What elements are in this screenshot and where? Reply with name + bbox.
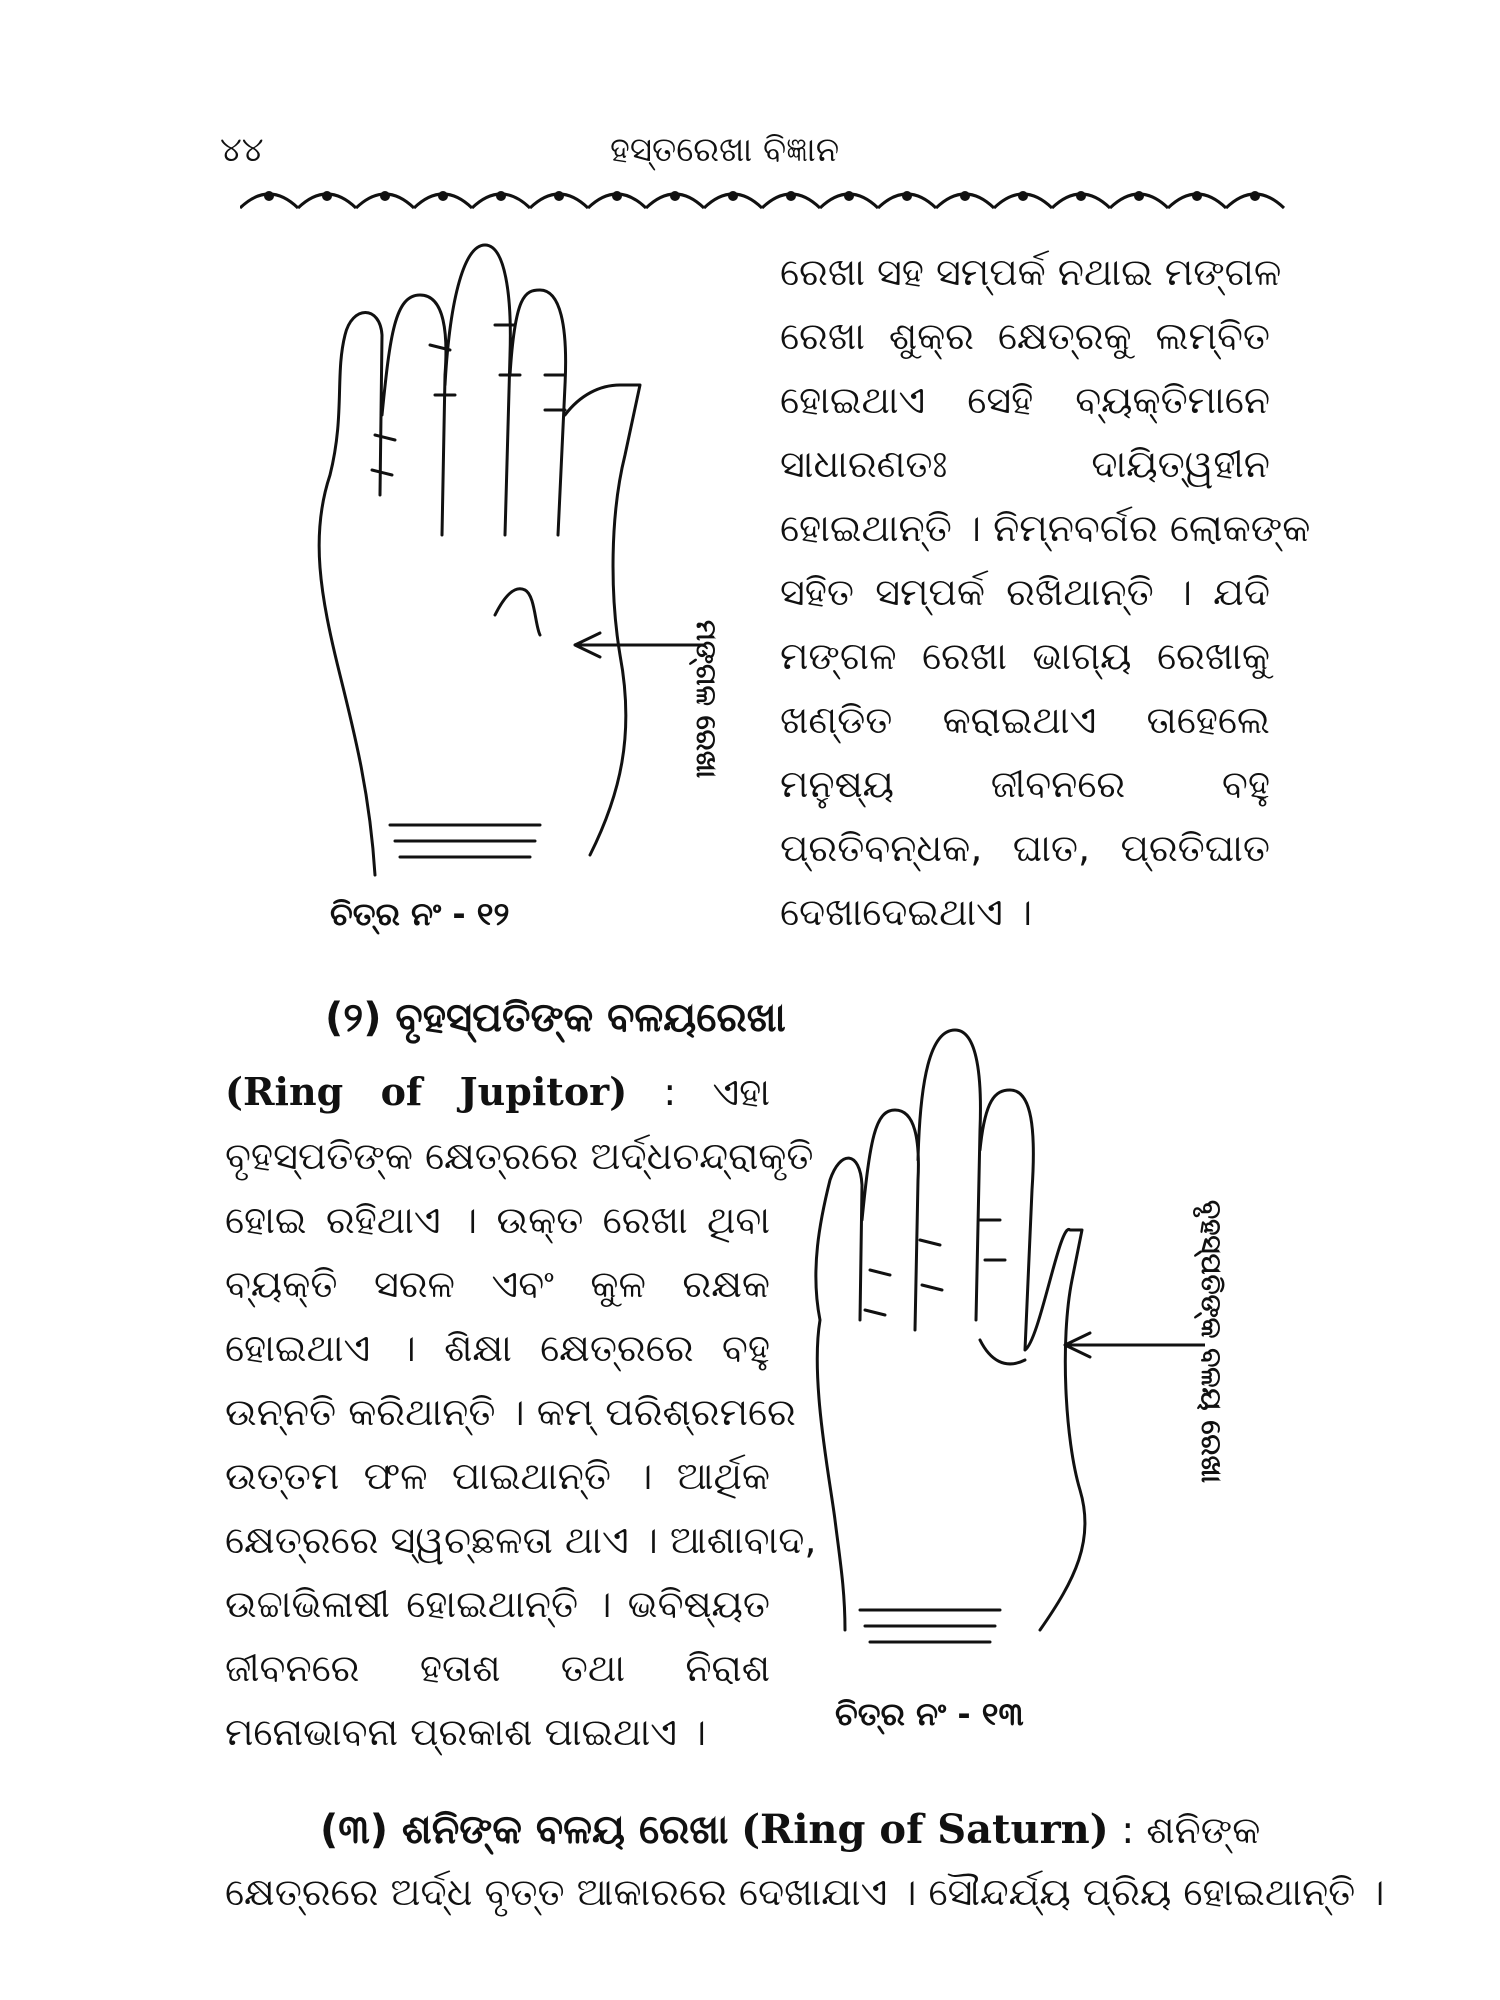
arrow-fig-13	[1045, 1325, 1205, 1365]
section-3-body: କ୍ଷେତ୍ରରେ ଅର୍ଦ୍ଧ ବୃତ୍ତ ଆକାରରେ ଦେଖାଯାଏ । ସୌନ୍ଦର୍ଯ୍ୟ ପ୍ରିୟ ହୋଇଥାନ୍ତି ।	[225, 1870, 1385, 1914]
text-line: ହୋଇଥାଏ ସେହି ବ୍ୟକ୍ତିମାନେ	[780, 378, 1270, 422]
text-line: ସାଧାରଣତଃ ଦାୟିତ୍ୱହୀନ	[780, 442, 1270, 486]
text-line: ଦେଖାଦେଇଥାଏ ।	[780, 890, 1033, 934]
text-line: ହୋଇ ରହିଥାଏ । ଉକ୍ତ ରେଖା ଥିବା	[225, 1198, 770, 1242]
hand-figure-12	[300, 235, 740, 885]
text-line: ଖଣ୍ଡିତ କରାଇଥାଏ ତାହେଲେ	[780, 698, 1270, 742]
section-3-rest: : ଶନିଙ୍କ	[1121, 1808, 1261, 1852]
text-line: ରେଖା ସହ ସମ୍ପର୍କ ନଥାଇ ମଙ୍ଗଳ	[780, 250, 1282, 294]
text-line: କ୍ଷେତ୍ରରେ ସ୍ୱଚ୍ଛଳତା ଥାଏ । ଆଶାବାଦ,	[225, 1518, 817, 1562]
figure-12-caption: ଚିତ୍ର ନଂ - ୧୨	[330, 895, 510, 933]
text-line: ମଙ୍ଗଳ ରେଖା ଭାଗ୍ୟ ରେଖାକୁ	[780, 634, 1270, 678]
label-mars-line: ମଙ୍ଗଳ ରେଖା	[690, 620, 723, 779]
section-2-english-title: (Ring of Jupitor)	[225, 1069, 628, 1114]
text-line: ହୋଇଥାଏ । ଶିକ୍ଷା କ୍ଷେତ୍ରରେ ବହୁ	[225, 1326, 770, 1370]
text-line: ବୃହସ୍ପତିଙ୍କ କ୍ଷେତ୍ରରେ ଅର୍ଦ୍ଧଚନ୍ଦ୍ରାକୃତି	[225, 1134, 814, 1178]
mars-line	[495, 589, 540, 635]
running-title: ହସ୍ତରେଖା ବିଜ୍ଞାନ	[610, 130, 840, 170]
text-line: ପ୍ରତିବନ୍ଧକ, ଘାତ, ପ୍ରତିଘାତ	[780, 826, 1270, 870]
hand-outline	[319, 245, 640, 875]
section-2-heading: (୨) ବୃହସ୍ପତିଙ୍କ ବଳୟରେଖା	[325, 995, 786, 1041]
text-line: ଜୀବନରେ ହତାଶ ତଥା ନିରାଶ	[225, 1646, 770, 1690]
text-line: ଉନ୍ନତି କରିଥାନ୍ତି । କମ୍ ପରିଶ୍ରମରେ	[225, 1390, 796, 1434]
section-3-heading-line	[320, 1806, 1260, 1853]
text-line: ସହିତ ସମ୍ପର୍କ ରଖିଥାନ୍ତି । ଯଦି	[780, 570, 1270, 614]
paragraph-ring-of-jupiter	[225, 1060, 817, 1764]
text-line: ହୋଇଥାନ୍ତି । ନିମ୍ନବର୍ଗର ଲୋକଙ୍କ	[780, 506, 1311, 550]
text-line: ବ୍ୟକ୍ତି ସରଳ ଏବଂ କୁଳ ରକ୍ଷକ	[225, 1262, 770, 1306]
jupiter-ring-line	[980, 1340, 1025, 1364]
section-2-first-line-rest: : ଏହା	[663, 1070, 770, 1114]
text-line: ରେଖା ଶୁକ୍ର କ୍ଷେତ୍ରକୁ ଲମ୍ବିତ	[780, 314, 1270, 358]
paragraph-mars-line	[780, 240, 1311, 944]
section-3-heading: (୩) ଶନିଙ୍କ ବଳୟ ରେଖା	[320, 1807, 729, 1853]
section-3-english-title: (Ring of Saturn)	[741, 1806, 1109, 1853]
label-jupiter-ring: ବୃହସ୍ପତିଙ୍କ ବଳୟ ରେଖା	[1195, 1200, 1228, 1483]
decorative-divider	[240, 180, 1290, 216]
arrow-fig-12	[555, 625, 705, 665]
text-line: ମନୁଷ୍ୟ ଜୀବନରେ ବହୁ	[780, 762, 1270, 806]
page-number: ୪୪	[220, 130, 264, 170]
text-line: ଉଚ୍ଚାଭିଳାଷୀ ହୋଇଥାନ୍ତି । ଭବିଷ୍ୟତ	[225, 1582, 770, 1626]
figure-13-caption: ଚିତ୍ର ନଂ - ୧୩	[835, 1695, 1024, 1733]
section-2-first-line	[225, 1060, 770, 1124]
text-line: ମନୋଭାବନା ପ୍ରକାଶ ପାଇଥାଏ ।	[225, 1710, 707, 1754]
text-line: ଉତ୍ତମ ଫଳ ପାଇଥାନ୍ତି । ଆର୍ଥିକ	[225, 1454, 770, 1498]
